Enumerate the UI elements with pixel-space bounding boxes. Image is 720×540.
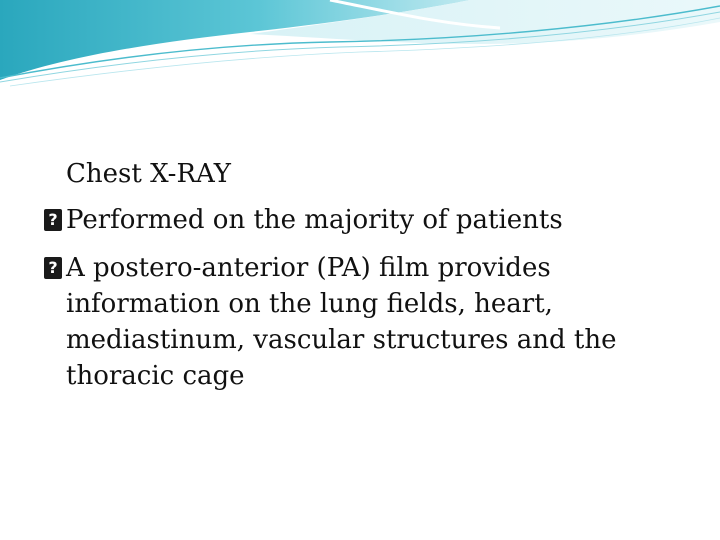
bullet-text: A postero-anterior (PA) film provides information on the lung fields, heart, mediastinum, vascular structures and the thoracic cage xyxy=(66,253,617,391)
bullet-icon xyxy=(44,209,62,231)
bullet-icon xyxy=(44,257,62,279)
slide-heading: Chest X-RAY xyxy=(66,159,231,189)
bullet-text: Performed on the majority of patients xyxy=(66,205,563,235)
bullet-item xyxy=(44,202,684,238)
bullet-item xyxy=(44,250,684,394)
